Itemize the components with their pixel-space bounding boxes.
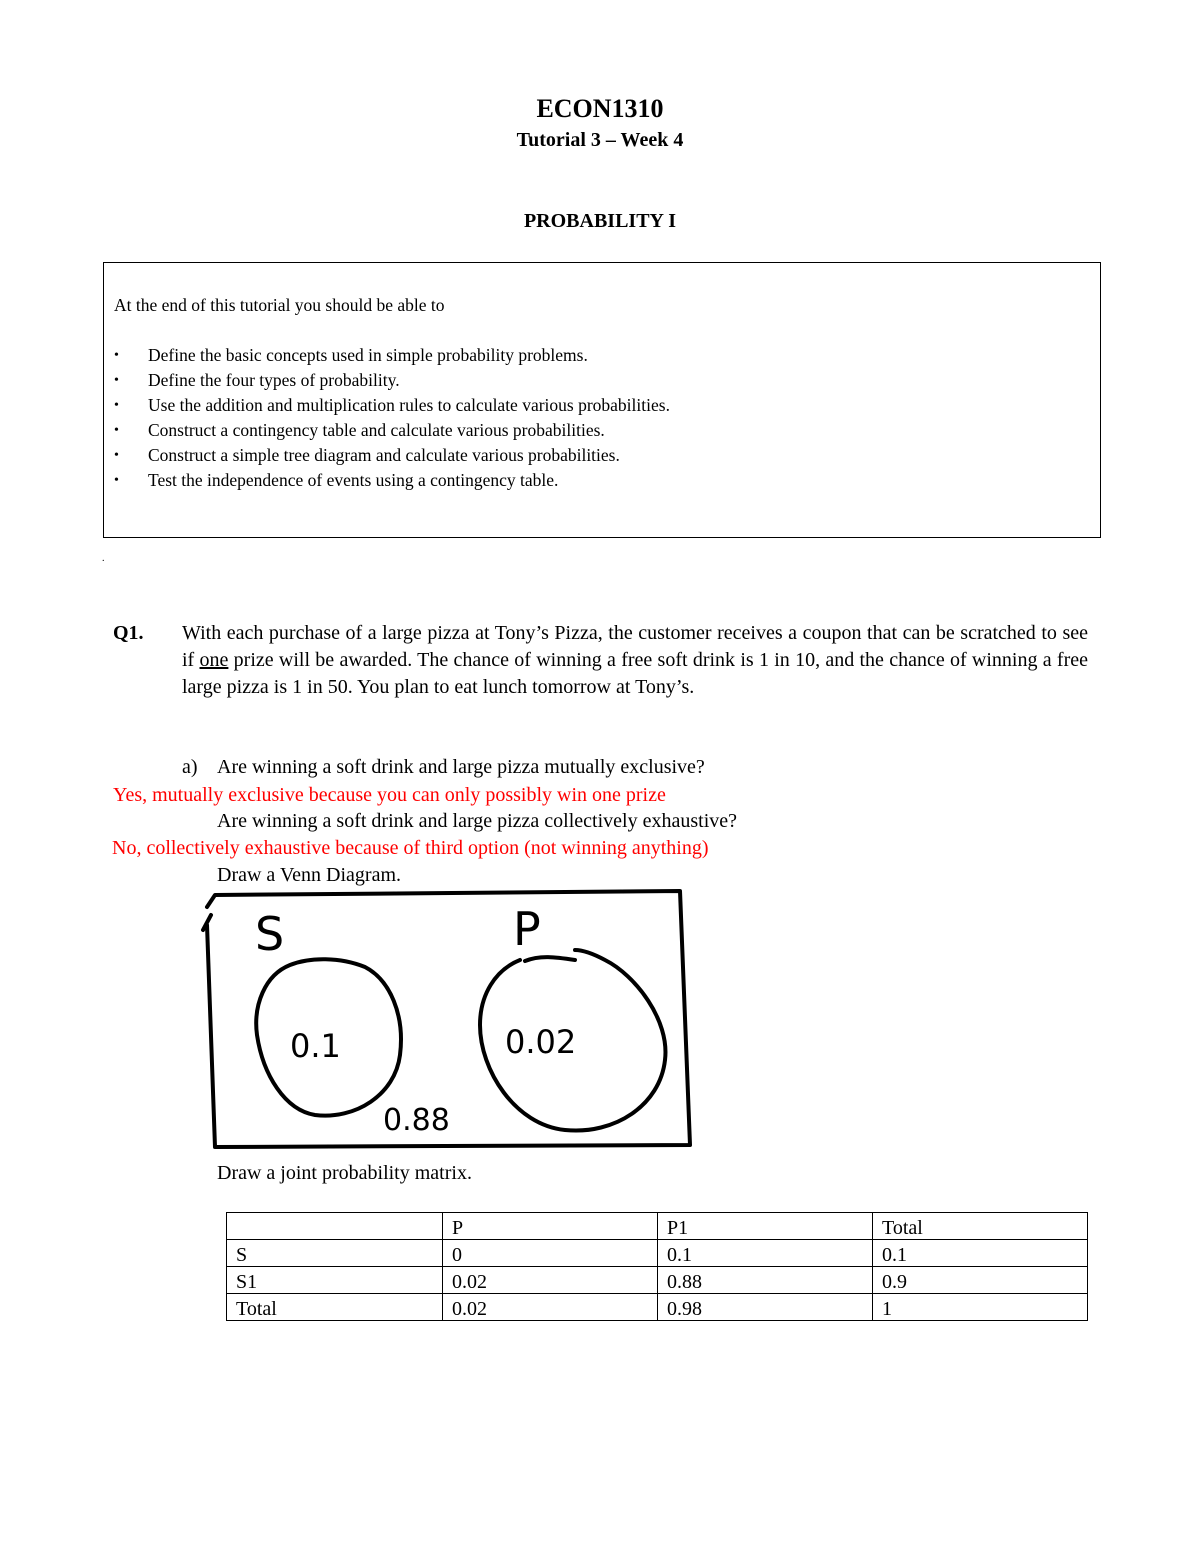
question-text: [182, 620, 1088, 701]
question-text-underlined: one: [199, 649, 229, 671]
sub-question: Are winning a soft drink and large pizza collectively exhaustive?: [217, 810, 737, 832]
venn-diagram: [195, 885, 695, 1155]
topic-title: PROBABILITY I: [523, 210, 677, 232]
table-cell: P1: [658, 1213, 873, 1240]
answer-text: Yes, mutually exclusive because you can only possibly win one prize: [113, 784, 666, 806]
table-cell: 0.1: [873, 1240, 1088, 1267]
objective-item: [114, 443, 670, 468]
table-cell: 0.98: [658, 1294, 873, 1321]
table-row: [227, 1267, 1088, 1294]
table-cell: 1: [873, 1294, 1088, 1321]
table-cell: [227, 1213, 443, 1240]
objective-text: Use the addition and multiplication rules to calculate various probabilities.: [148, 395, 670, 415]
objective-item: [114, 393, 670, 418]
objective-item: [114, 418, 670, 443]
table-cell: 0.88: [658, 1267, 873, 1294]
question-text-part: prize will be awarded. The chance of winning a free soft drink is 1 in 10, and the chance of winning a free large pizza is 1 in 50. You plan to eat lunch tomorrow at Tony’s.: [182, 649, 1089, 698]
venn-label-s: S: [255, 907, 285, 961]
bullet-icon: •: [114, 473, 119, 488]
table-cell: 0.1: [658, 1240, 873, 1267]
objective-item: [114, 368, 670, 393]
objective-item: [114, 468, 670, 493]
bullet-icon: •: [114, 348, 119, 363]
bullet-icon: •: [114, 373, 119, 388]
question-text-part: With each purchase of a large pizza at Tony’s Pizza, the customer receives a coupon that can be scratched to see if: [182, 622, 1088, 671]
objectives-intro: At the end of this tutorial you should be able to: [114, 295, 445, 315]
venn-prompt: Draw a Venn Diagram.: [217, 864, 402, 886]
table-cell: 0.02: [443, 1267, 658, 1294]
table-cell: P: [443, 1213, 658, 1240]
venn-circle-p-top: [525, 957, 575, 961]
table-row: [227, 1240, 1088, 1267]
bullet-icon: •: [114, 448, 119, 463]
bullet-icon: •: [114, 398, 119, 413]
table-cell: 0.02: [443, 1294, 658, 1321]
objective-text: Define the basic concepts used in simple probability problems.: [148, 345, 588, 365]
stray-dot: .: [102, 553, 105, 564]
table-cell: Total: [873, 1213, 1088, 1240]
part-marker: a): [182, 756, 198, 778]
question-label: Q1.: [113, 622, 144, 644]
table-cell: Total: [227, 1294, 443, 1321]
objectives-list: [114, 343, 670, 493]
sub-question: Are winning a soft drink and large pizza mutually exclusive?: [217, 756, 705, 778]
venn-value-s: 0.1: [290, 1027, 341, 1065]
table-row: [227, 1294, 1088, 1321]
tutorial-title: Tutorial 3 – Week 4: [516, 129, 684, 151]
table-cell: 0.9: [873, 1267, 1088, 1294]
table-cell: S1: [227, 1267, 443, 1294]
table-row: [227, 1213, 1088, 1240]
venn-value-p: 0.02: [505, 1023, 577, 1061]
objective-text: Define the four types of probability.: [148, 370, 400, 390]
bullet-icon: •: [114, 423, 119, 438]
course-code: ECON1310: [536, 94, 664, 123]
venn-label-p: P: [513, 902, 541, 956]
objective-text: Construct a contingency table and calculate various probabilities.: [148, 420, 605, 440]
matrix-prompt: Draw a joint probability matrix.: [217, 1162, 472, 1184]
table-cell: S: [227, 1240, 443, 1267]
answer-text: No, collectively exhaustive because of third option (not winning anything): [112, 837, 709, 859]
venn-value-outside: 0.88: [383, 1103, 450, 1138]
objective-text: Test the independence of events using a contingency table.: [148, 470, 559, 490]
table-cell: 0: [443, 1240, 658, 1267]
joint-probability-matrix: [226, 1212, 1088, 1321]
objective-item: [114, 343, 670, 368]
objective-text: Construct a simple tree diagram and calculate various probabilities.: [148, 445, 620, 465]
objectives-box: [103, 262, 1101, 538]
